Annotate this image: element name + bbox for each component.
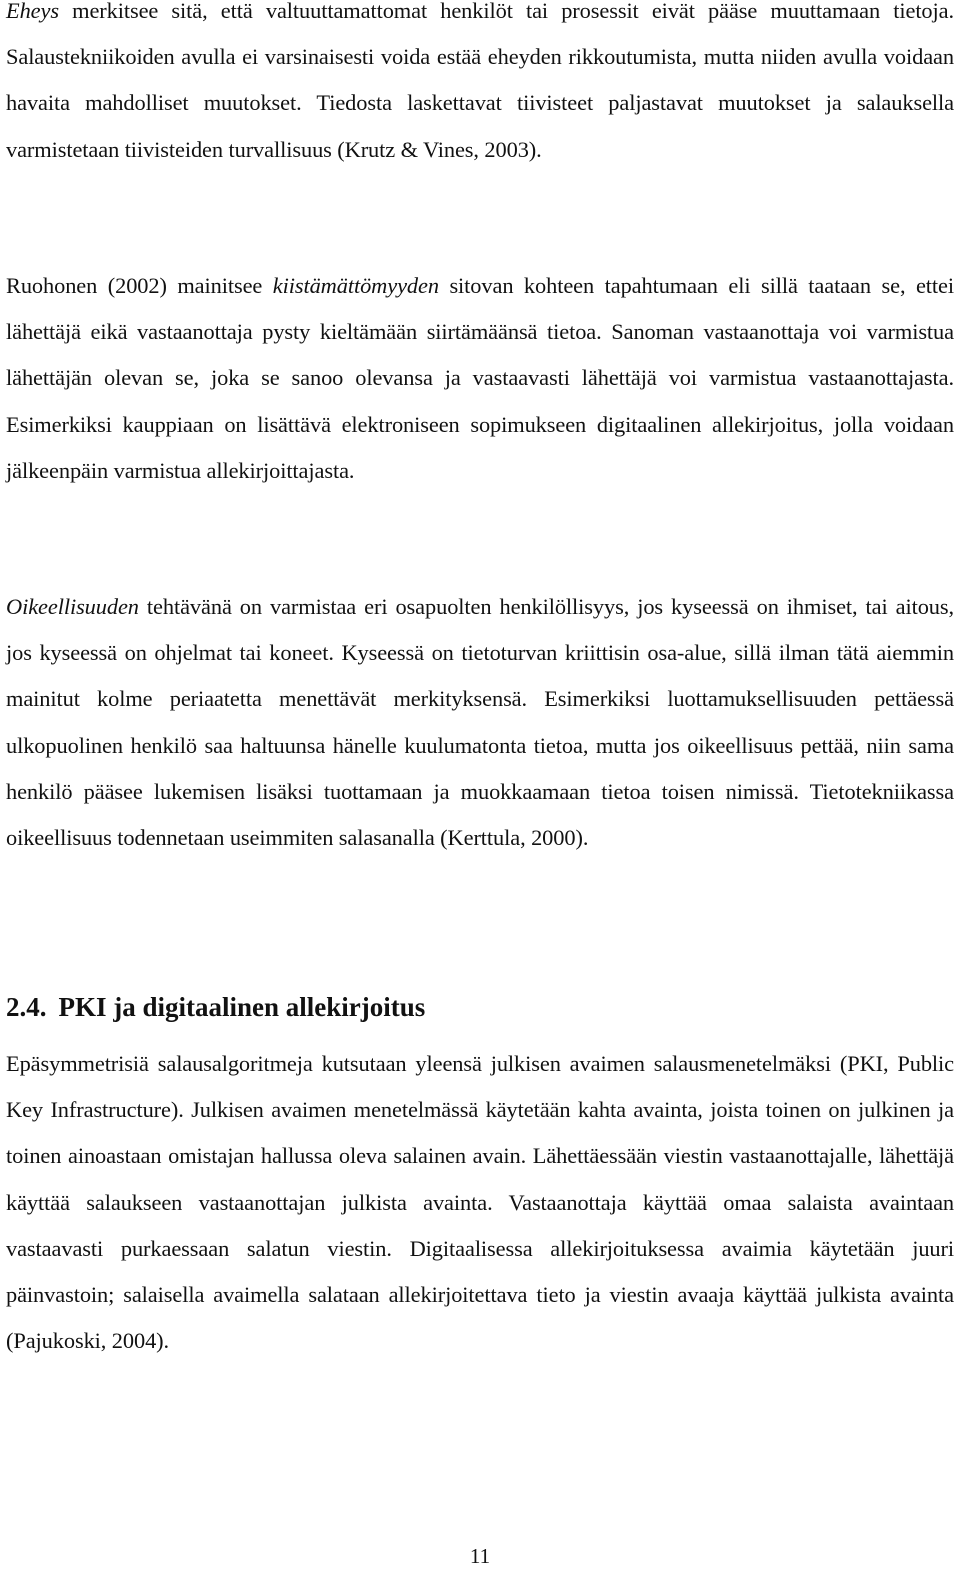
paragraph-non-repudiation (6, 263, 954, 494)
section-heading (6, 984, 425, 1030)
section-number: 2.4. (6, 992, 47, 1022)
term-integrity: Eheys (6, 0, 59, 23)
term-non-repudiation: kiistämättömyyden (272, 273, 439, 298)
paragraph-authenticity (6, 584, 954, 861)
paragraph-integrity-text: merkitsee sitä, että valtuuttamattomat henkilöt tai prosessit eivät pääse muuttamaan tietoja. Salaustekniikoiden avulla ei varsinaisesti voida estää eheyden rikkoutumista, mutta niiden avulla voidaan havaita mahdolliset muutokset. Tiedosta laskettavat tiivisteet paljastavat muutokset ja salauksella varmistetaan tiivisteiden turvallisuus (Krutz & Vines, 2003). (6, 0, 954, 162)
section-title: PKI ja digitaalinen allekirjoitus (58, 992, 426, 1022)
paragraph-non-repudiation-intro: Ruohonen (2002) mainitsee (6, 273, 273, 298)
paragraph-non-repudiation-text: sitovan kohteen tapahtumaan eli sillä taataan se, ettei lähettäjä eikä vastaanottaja pysty kieltämään siirtämäänsä tietoa. Sanoman vastaanottaja voi varmistua lähettäjän olevan se, joka se sanoo olevansa ja vastaavasti lähettäjä voi varmistua vastaanottajasta. Esimerkiksi kauppiaan on lisättävä elektroniseen sopimukseen digitaalinen allekirjoitus, jolla voidaan jälkeenpäin varmistua allekirjoittajasta. (6, 273, 954, 483)
page-number: 11 (469, 1544, 491, 1568)
paragraph-pki: Epäsymmetrisiä salausalgoritmeja kutsutaan yleensä julkisen avaimen salausmenetelmäksi (PKI, Public Key Infrastructure). Julkisen avaimen menetelmässä käytetään kahta avainta, joista toinen on julkinen ja toinen ainoastaan omistajan hallussa oleva salainen avain. Lähettäessään viestin vastaanottajalle, lähettäjä käyttää salaukseen vastaanottajan julkista avainta. Vastaanottaja käyttää omaa salaista avaintaan vastaavasti purkaessaan salatun viestin. Digitaalisessa allekirjoituksessa avaimia käytetään juuri päinvastoin; salaisella avaimella salataan allekirjoitettava tieto ja viestin avaaja käyttää julkista avainta (Pajukoski, 2004). (6, 1051, 954, 1354)
term-authenticity: Oikeellisuuden (6, 594, 139, 619)
paragraph-integrity (6, 0, 954, 173)
paragraph-authenticity-text: tehtävänä on varmistaa eri osapuolten henkilöllisyys, jos kyseessä on ihmiset, tai aitous, jos kyseessä on ohjelmat tai koneet. Kyseessä on tietoturvan kriittisin osa-alue, sillä ilman tätä aiemmin mainitut kolme periaatetta menettävät merkityksensä. Esimerkiksi luottamuksellisuuden pettäessä ulkopuolinen henkilö saa haltuunsa hänelle kuulumatonta tietoa, mutta jos oikeellisuus pettää, niin sama henkilö pääsee lukemisen lisäksi tuottamaan ja muokkaamaan tietoa toisen nimissä. Tietotekniikassa oikeellisuus todennetaan useimmiten salasanalla (Kerttula, 2000). (6, 594, 954, 851)
